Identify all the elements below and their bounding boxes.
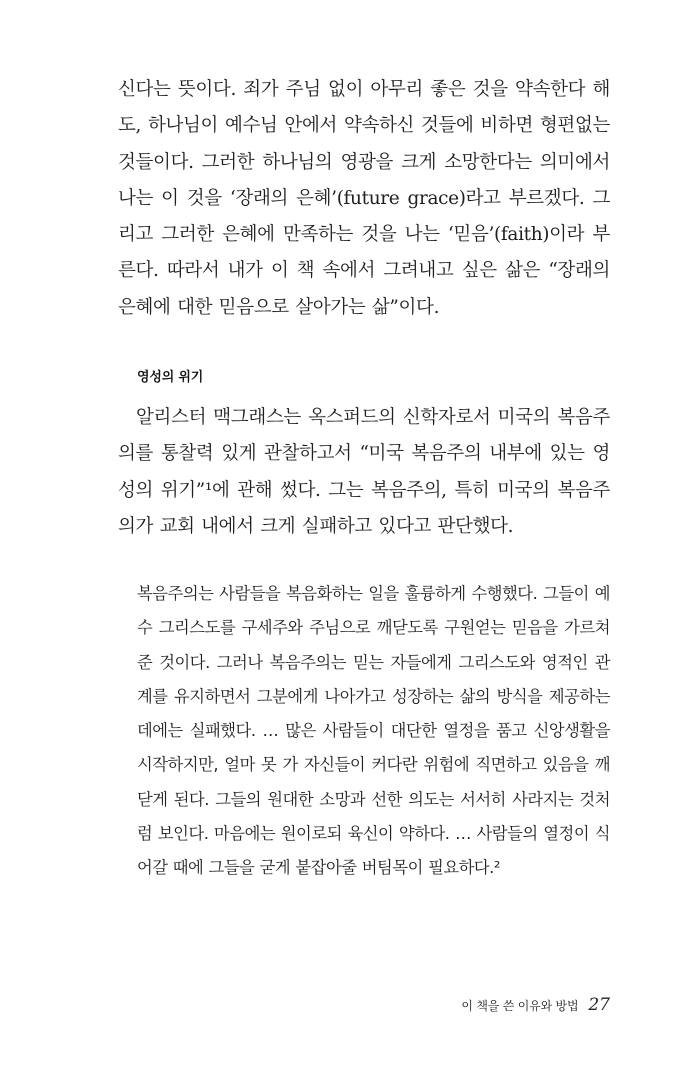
section-paragraph: 알리스터 맥그래스는 옥스퍼드의 신학자로서 미국의 복음주의를 통찰력 있게 관찰하고서 “미국 복음주의 내부에 있는 영성의 위기”¹에 관해 썼다. 그는 복음주의, 특히 미국의 복음주의가 교회 내에서 크게 실패하고 있다고 판단했다.: [118, 407, 610, 537]
page-footer: [461, 995, 610, 1015]
block-quote: 복음주의는 사람들을 복음화하는 일을 훌륭하게 수행했다. 그들이 예수 그리스도를 구세주와 주님으로 깨닫도록 구원얻는 믿음을 가르쳐준 것이다. 그러나 복음주의는 믿는 자들에게 그리스도와 영적인 관계를 유지하면서 그분에게 나아가고 성장하는 삶의 방식을 제공하는 데에는 실패했다. … 많은 사람들이 대단한 열정을 품고 신앙생활을 시작하지만, 얼마 못 가 자신들이 커다란 위험에 직면하고 있음을 깨닫게 된다. 그들의 원대한 소망과 선한 의도는 서서히 사라지는 것처럼 보인다. 마음에는 원이로되 육신이 약하다. … 사람들의 열정이 식어갈 때에 그들을 굳게 붙잡아줄 버팀목이 필요하다.²: [137, 584, 610, 878]
section-heading: 영성의 위기: [137, 370, 204, 385]
running-title: 이 책을 쓴 이유와 방법: [461, 999, 579, 1013]
page-number: 27: [588, 995, 610, 1015]
opening-paragraph: 신다는 뜻이다. 죄가 주님 없이 아무리 좋은 것을 약속한다 해도, 하나님이 예수님 안에서 약속하신 것들에 비하면 형편없는 것들이다. 그러한 하나님의 영광을 크게 소망한다는 의미에서 나는 이 것을 ‘장래의 은혜’(future grace)라고 부르겠다. 그리고 그러한 은혜에 만족하는 것을 나는 ‘믿음’(faith)이라 부른다. 따라서 내가 이 책 속에서 그려내고 싶은 삶은 “장래의 은혜에 대한 믿음으로 살아가는 삶”이다.: [118, 79, 610, 318]
